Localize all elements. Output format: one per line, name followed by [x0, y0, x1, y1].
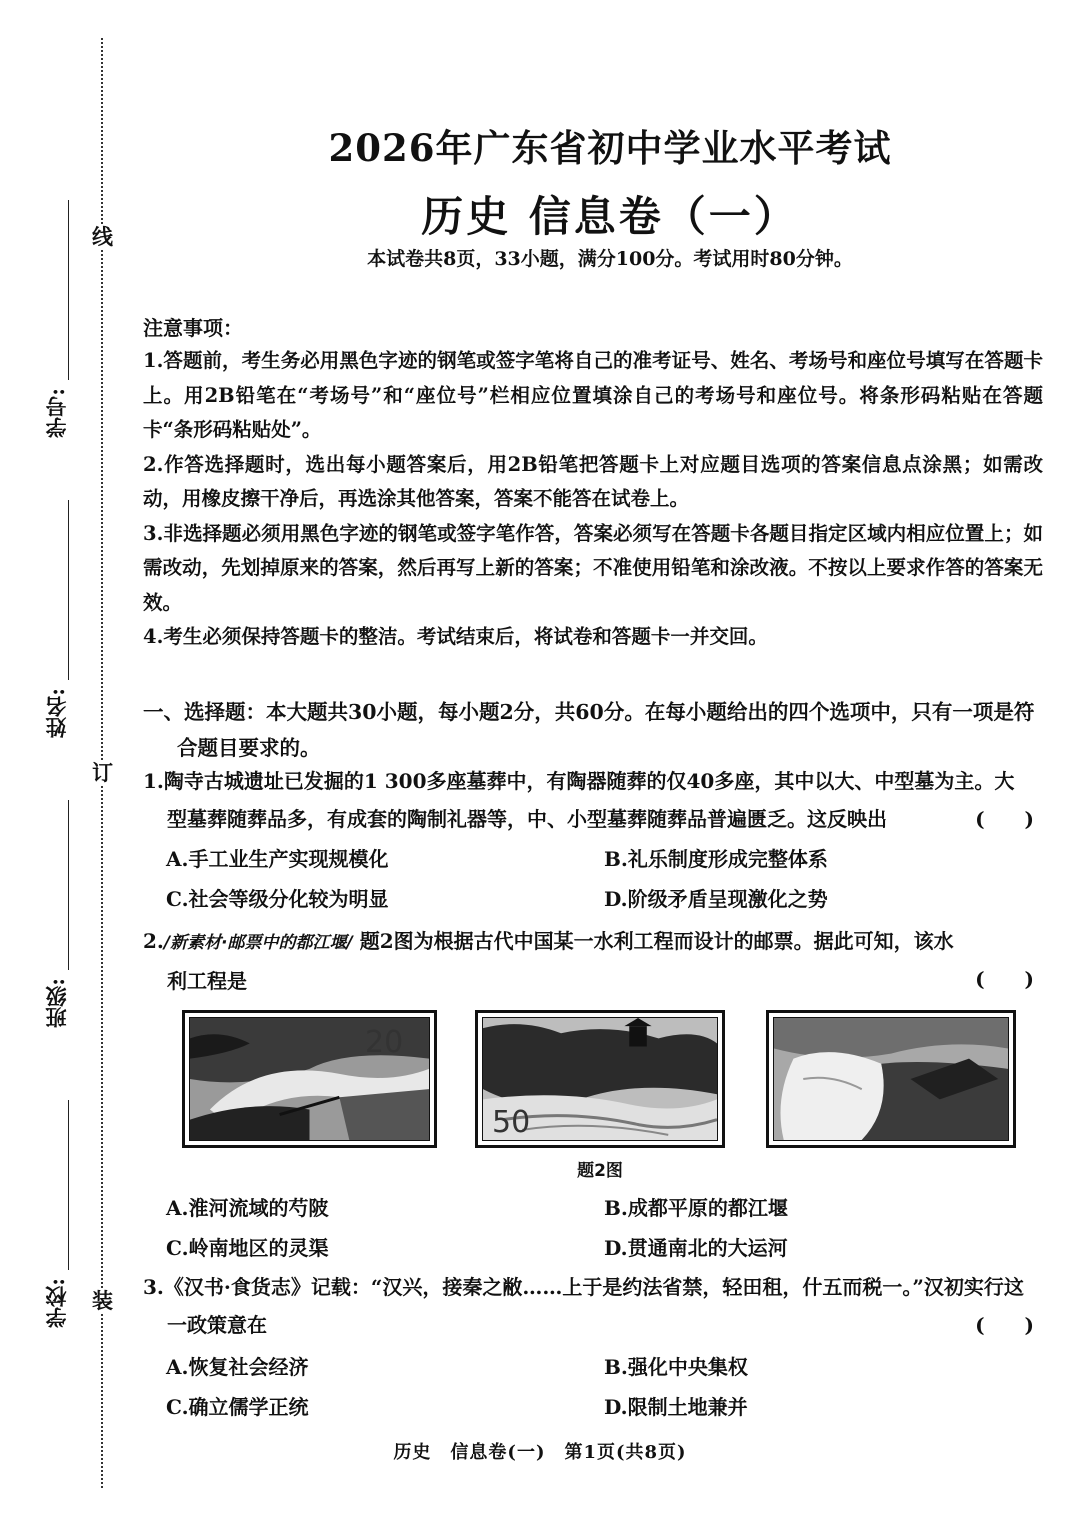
q1-option-b: B.礼乐制度形成完整体系 — [604, 847, 828, 871]
q1-option-a: A.手工业生产实现规模化 — [166, 847, 389, 871]
exam-title: 2026年广东省初中学业水平考试 — [328, 126, 892, 170]
q3-option-a: A.恢复社会经济 — [166, 1355, 309, 1379]
question-2-stem-line1 — [143, 922, 1038, 962]
question-3-stem-line2: 一政策意在 — [167, 1313, 267, 1337]
question-1-stem-line1: 1.陶寺古城遗址已发掘的1 300多座墓葬中，有陶器随葬的仅40多座，其中以大、中型墓为主。大 — [143, 769, 1015, 793]
question-1-stem-line2: 型墓葬随葬品多，有成套的陶制礼器等，中、小型墓葬随葬品普遍匮乏。这反映出 — [167, 807, 887, 831]
stamp-face-value: 20 — [365, 1025, 404, 1060]
stamp-river-image — [475, 1010, 725, 1148]
question-3-stem-line1: 3.《汉书·食货志》记载：“汉兴，接秦之敝……上于是约法省禁，轻田租，什五而税一。”汉初实行这 — [143, 1275, 1024, 1299]
notice-list — [143, 344, 1043, 655]
q2-option-c: C.岭南地区的灵渠 — [166, 1236, 329, 1260]
section-heading-line2: 合题目要求的。 — [177, 736, 321, 760]
q1-option-d: D.阶级矛盾呈现激化之势 — [604, 887, 828, 911]
question-3 — [143, 1268, 1038, 1344]
binding-mark-line: 线 — [92, 224, 113, 249]
stamp-weir-art — [773, 1017, 1009, 1141]
school-label: 学校: — [44, 1278, 69, 1328]
question-2-stem-text: 题2图为根据古代中国某一水利工程而设计的邮票。据此可知，该水 — [352, 929, 954, 953]
student-id-blank — [68, 200, 69, 380]
question-1 — [143, 762, 1038, 838]
stamp-dam-image — [182, 1010, 437, 1148]
q2-option-b: B.成都平原的都江堰 — [604, 1196, 788, 1220]
class-blank — [68, 800, 69, 970]
q2-option-d: D.贯通南北的大运河 — [604, 1236, 788, 1260]
notice-heading: 注意事项： — [143, 316, 243, 340]
name-label: 姓名: — [44, 688, 69, 738]
class-field[interactable] — [42, 800, 78, 1040]
section-heading — [143, 694, 1043, 766]
notice-item: 1.答题前，考生务必用黑色字迹的钢笔或签字笔将自己的准考证号、姓名、考场号和座位号填写在答题卡上。用2B铅笔在“考场号”和“座位号”栏相应位置填涂自己的考场号和座位号。将条形码粘贴在答题卡“条形码粘贴处”。 — [143, 349, 1043, 441]
q2-option-a: A.淮河流域的芍陂 — [166, 1196, 329, 1220]
figure-caption: 题2图 — [577, 1161, 623, 1181]
paper-subtitle: 历史 信息卷（一） — [421, 192, 799, 241]
stamp-weir-image — [766, 1010, 1016, 1148]
class-label: 班级: — [44, 978, 69, 1028]
school-field[interactable] — [42, 1100, 78, 1340]
section-heading-line1: 一、选择题：本大题共30小题，每小题2分，共60分。在每小题给出的四个选项中，只有一项是符 — [143, 700, 1035, 724]
stamp-face-value: 50 — [492, 1105, 531, 1140]
binding-mark-order: 订 — [92, 760, 113, 785]
stamp-figure — [180, 1010, 1020, 1150]
q1-option-c: C.社会等级分化较为明显 — [166, 887, 389, 911]
name-blank — [68, 500, 69, 680]
answer-bracket[interactable]: ( ) — [975, 807, 1034, 831]
question-2 — [143, 922, 1038, 1000]
school-blank — [68, 1100, 69, 1270]
q3-option-c: C.确立儒学正统 — [166, 1395, 309, 1419]
notice-item: 2.作答选择题时，选出每小题答案后，用2B铅笔把答题卡上对应题目选项的答案信息点涂黑；如需改动，用橡皮擦干净后，再选涂其他答案，答案不能答在试卷上。 — [143, 452, 1043, 510]
notice-item: 4.考生必须保持答题卡的整洁。考试结束后，将试卷和答题卡一并交回。 — [143, 625, 768, 648]
name-field[interactable] — [42, 500, 78, 740]
notice-item: 3.非选择题必须用黑色字迹的钢笔或签字笔作答，答案必须写在答题卡各题目指定区域内相应位置上；如需改动，先划掉原来的答案，然后再写上新的答案；不准使用铅笔和涂改液。不按以上要求作答的答案无效。 — [143, 521, 1043, 614]
binding-mark-bind: 装 — [92, 1288, 113, 1313]
student-id-field[interactable] — [42, 200, 78, 440]
question-2-number: 2. — [143, 929, 164, 953]
paper-info: 本试卷共8页，33小题，满分100分。考试用时80分钟。 — [367, 248, 853, 270]
q3-option-d: D.限制土地兼并 — [604, 1395, 748, 1419]
student-id-label: 学号: — [44, 388, 69, 438]
stamp-weir-drawing — [774, 1018, 1008, 1140]
answer-bracket[interactable]: ( ) — [975, 967, 1034, 991]
answer-bracket[interactable]: ( ) — [975, 1313, 1034, 1337]
question-2-material-tag: /新素材·邮票中的都江堰/ — [163, 933, 353, 953]
q3-option-b: B.强化中央集权 — [604, 1355, 748, 1379]
question-2-stem-line2: 利工程是 — [167, 969, 247, 993]
page-footer: 历史 信息卷(一) 第1页(共8页) — [393, 1442, 687, 1463]
